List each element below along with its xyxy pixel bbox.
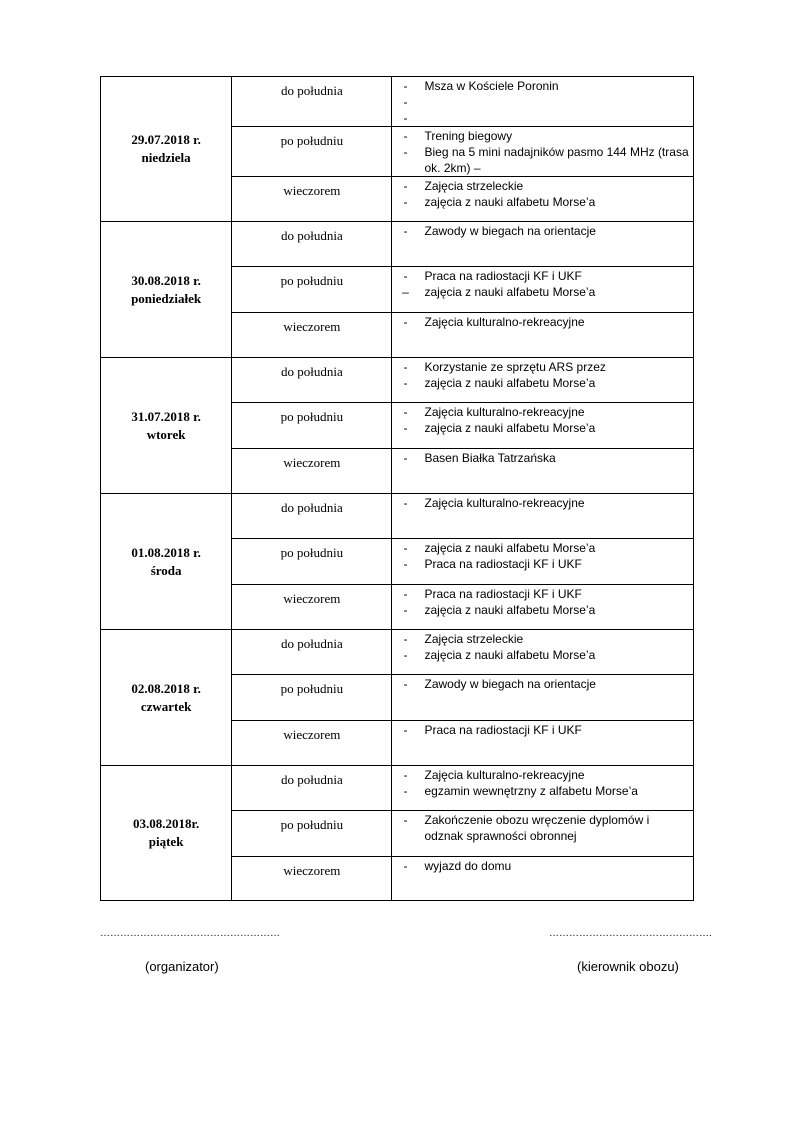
list-dash: - xyxy=(403,587,408,601)
time-of-day: do południa xyxy=(232,222,392,267)
activity-item xyxy=(392,144,693,176)
list-dash: - xyxy=(403,111,408,125)
list-dash: - xyxy=(403,360,408,374)
activities-cell xyxy=(392,630,694,675)
time-of-day: do południa xyxy=(232,494,392,539)
time-of-day: po południu xyxy=(232,811,392,857)
activities-cell xyxy=(392,585,694,630)
activity-item xyxy=(392,94,693,110)
activity-text: zajęcia z nauki alfabetu Morse’a xyxy=(424,285,596,299)
time-of-day: do południa xyxy=(232,77,392,127)
activity-text: Praca na radiostacji KF i UKF xyxy=(424,269,582,283)
schedule-table xyxy=(100,76,694,901)
activity-text: Praca na radiostacji KF i UKF xyxy=(424,723,582,737)
time-of-day: wieczorem xyxy=(232,177,392,222)
day-weekday: poniedziałek xyxy=(131,290,202,306)
activity-item xyxy=(392,359,693,375)
list-dash: - xyxy=(403,269,408,283)
activities-cell xyxy=(392,313,694,358)
activities-cell xyxy=(392,857,694,901)
activity-text: Zajęcia kulturalno-rekreacyjne xyxy=(424,496,585,510)
activities-cell xyxy=(392,77,694,127)
list-dash: - xyxy=(403,79,408,93)
list-dash: - xyxy=(403,405,408,419)
list-dash: - xyxy=(403,376,408,390)
activity-text: wyjazd do domu xyxy=(424,859,512,873)
activity-text: Praca na radiostacji KF i UKF xyxy=(424,587,582,601)
activity-item xyxy=(392,194,693,210)
day-date: 01.08.2018 r. xyxy=(131,544,201,560)
schedule-row xyxy=(101,358,694,403)
time-of-day: do południa xyxy=(232,358,392,403)
time-of-day: wieczorem xyxy=(232,313,392,358)
activity-item xyxy=(392,404,693,420)
schedule-row xyxy=(101,630,694,675)
list-dash: - xyxy=(403,813,408,827)
day-date: 31.07.2018 r. xyxy=(131,408,201,424)
list-dash: - xyxy=(403,421,408,435)
activity-item xyxy=(392,631,693,647)
list-dash: - xyxy=(403,179,408,193)
activities-cell xyxy=(392,177,694,222)
activities-cell xyxy=(392,127,694,177)
activity-item xyxy=(392,586,693,602)
activity-text: zajęcia z nauki alfabetu Morse’a xyxy=(424,648,596,662)
activities-cell xyxy=(392,766,694,811)
list-dash: - xyxy=(403,648,408,662)
list-dash: - xyxy=(403,632,408,646)
activity-text: zajęcia z nauki alfabetu Morse’a xyxy=(424,603,596,617)
signature-line-left: ……………………………………………… xyxy=(100,928,280,939)
schedule-row xyxy=(101,494,694,539)
day-cell xyxy=(101,630,232,766)
list-dash: - xyxy=(403,145,408,159)
activity-text: Bieg na 5 mini nadajników pasmo 144 MHz (trasa ok. 2km) – xyxy=(424,145,689,175)
day-weekday: środa xyxy=(150,562,182,578)
time-of-day: do południa xyxy=(232,766,392,811)
time-of-day: po południu xyxy=(232,403,392,449)
activity-text: Zajęcia kulturalno-rekreacyjne xyxy=(424,405,585,419)
activity-item xyxy=(392,420,693,436)
activity-text: Zajęcia kulturalno-rekreacyjne xyxy=(424,768,585,782)
organizer-label: (organizator) xyxy=(145,959,219,974)
day-cell xyxy=(101,77,232,222)
time-of-day: wieczorem xyxy=(232,585,392,630)
activity-text: zajęcia z nauki alfabetu Morse’a xyxy=(424,376,596,390)
activity-text: Zajęcia strzeleckie xyxy=(424,632,524,646)
list-dash: - xyxy=(403,129,408,143)
day-weekday: czwartek xyxy=(140,698,192,714)
activity-item xyxy=(392,495,693,511)
activities-cell xyxy=(392,449,694,494)
activities-cell xyxy=(392,811,694,857)
activity-item xyxy=(392,602,693,618)
list-dash: - xyxy=(403,496,408,510)
day-date: 29.07.2018 r. xyxy=(131,132,201,147)
list-dash: - xyxy=(403,768,408,782)
list-dash: - xyxy=(403,95,408,109)
activity-text: Zajęcia kulturalno-rekreacyjne xyxy=(424,315,585,329)
time-of-day: wieczorem xyxy=(232,857,392,901)
activity-item xyxy=(392,223,693,239)
list-dash: – xyxy=(402,285,409,299)
day-cell xyxy=(101,494,232,630)
activities-cell xyxy=(392,721,694,766)
list-dash: - xyxy=(403,451,408,465)
signature-line-right: …………………………………………. xyxy=(549,928,712,939)
activity-text: Korzystanie ze sprzętu ARS przez xyxy=(424,360,606,374)
day-cell xyxy=(101,358,232,494)
list-dash: - xyxy=(403,195,408,209)
activity-item xyxy=(392,556,693,572)
activity-text: zajęcia z nauki alfabetu Morse’a xyxy=(424,195,596,209)
activities-cell xyxy=(392,539,694,585)
activity-item xyxy=(392,178,693,194)
activity-text: Msza w Kościele Poronin xyxy=(424,79,559,93)
list-dash: - xyxy=(403,723,408,737)
schedule-row xyxy=(101,222,694,267)
time-of-day: po południu xyxy=(232,675,392,721)
time-of-day: wieczorem xyxy=(232,449,392,494)
list-dash: - xyxy=(403,557,408,571)
list-dash: - xyxy=(403,784,408,798)
activity-item xyxy=(392,783,693,799)
activity-text: zajęcia z nauki alfabetu Morse’a xyxy=(424,541,596,555)
schedule-row xyxy=(101,766,694,811)
activity-item xyxy=(392,722,693,738)
activity-text xyxy=(418,94,693,110)
activity-text: Zawody w biegach na orientacje xyxy=(424,677,596,691)
activity-text: Praca na radiostacji KF i UKF xyxy=(424,557,582,571)
day-weekday: piątek xyxy=(148,834,184,849)
activity-item xyxy=(392,110,693,126)
activities-cell xyxy=(392,358,694,403)
activity-item xyxy=(392,128,693,144)
day-cell xyxy=(101,766,232,901)
activity-item xyxy=(392,284,693,300)
time-of-day: wieczorem xyxy=(232,721,392,766)
day-weekday: wtorek xyxy=(146,426,186,442)
activity-item xyxy=(392,450,693,466)
activity-text: Trening biegowy xyxy=(424,129,513,143)
time-of-day: po południu xyxy=(232,127,392,177)
list-dash: - xyxy=(403,541,408,555)
activity-item xyxy=(392,647,693,663)
list-dash: - xyxy=(403,224,408,238)
activity-item xyxy=(392,812,693,844)
list-dash: - xyxy=(403,315,408,329)
activity-text: zajęcia z nauki alfabetu Morse’a xyxy=(424,421,596,435)
activity-item xyxy=(392,314,693,330)
list-dash: - xyxy=(403,603,408,617)
activity-text: Zawody w biegach na orientacje xyxy=(424,224,596,238)
activities-cell xyxy=(392,675,694,721)
day-cell xyxy=(101,222,232,358)
activity-text: Zakończenie obozu wręczenie dyplomów i odznak sprawności obronnej xyxy=(424,813,650,843)
time-of-day: po południu xyxy=(232,539,392,585)
activities-cell xyxy=(392,222,694,267)
day-weekday: niedziela xyxy=(141,150,191,165)
time-of-day: po południu xyxy=(232,267,392,313)
schedule-row xyxy=(101,77,694,127)
activity-item xyxy=(392,767,693,783)
activity-item xyxy=(392,858,693,874)
activity-item xyxy=(392,268,693,284)
activity-text: egzamin wewnętrzny z alfabetu Morse’a xyxy=(424,784,638,798)
activity-item xyxy=(392,540,693,556)
activity-item xyxy=(392,375,693,391)
day-date: 03.08.2018r. xyxy=(132,816,200,831)
activities-cell xyxy=(392,494,694,539)
day-date: 30.08.2018 r. xyxy=(131,272,201,288)
activity-text: Zajęcia strzeleckie xyxy=(424,179,524,193)
activities-cell xyxy=(392,403,694,449)
day-date: 02.08.2018 r. xyxy=(131,680,201,696)
list-dash: - xyxy=(403,859,408,873)
time-of-day: do południa xyxy=(232,630,392,675)
activity-text xyxy=(418,110,693,126)
activity-item xyxy=(392,78,693,94)
activities-cell xyxy=(392,267,694,313)
camp-leader-label: (kierownik obozu) xyxy=(577,959,679,974)
activity-item xyxy=(392,676,693,692)
activity-text: Basen Białka Tatrzańska xyxy=(424,451,556,465)
list-dash: - xyxy=(403,677,408,691)
schedule-body xyxy=(101,77,694,901)
